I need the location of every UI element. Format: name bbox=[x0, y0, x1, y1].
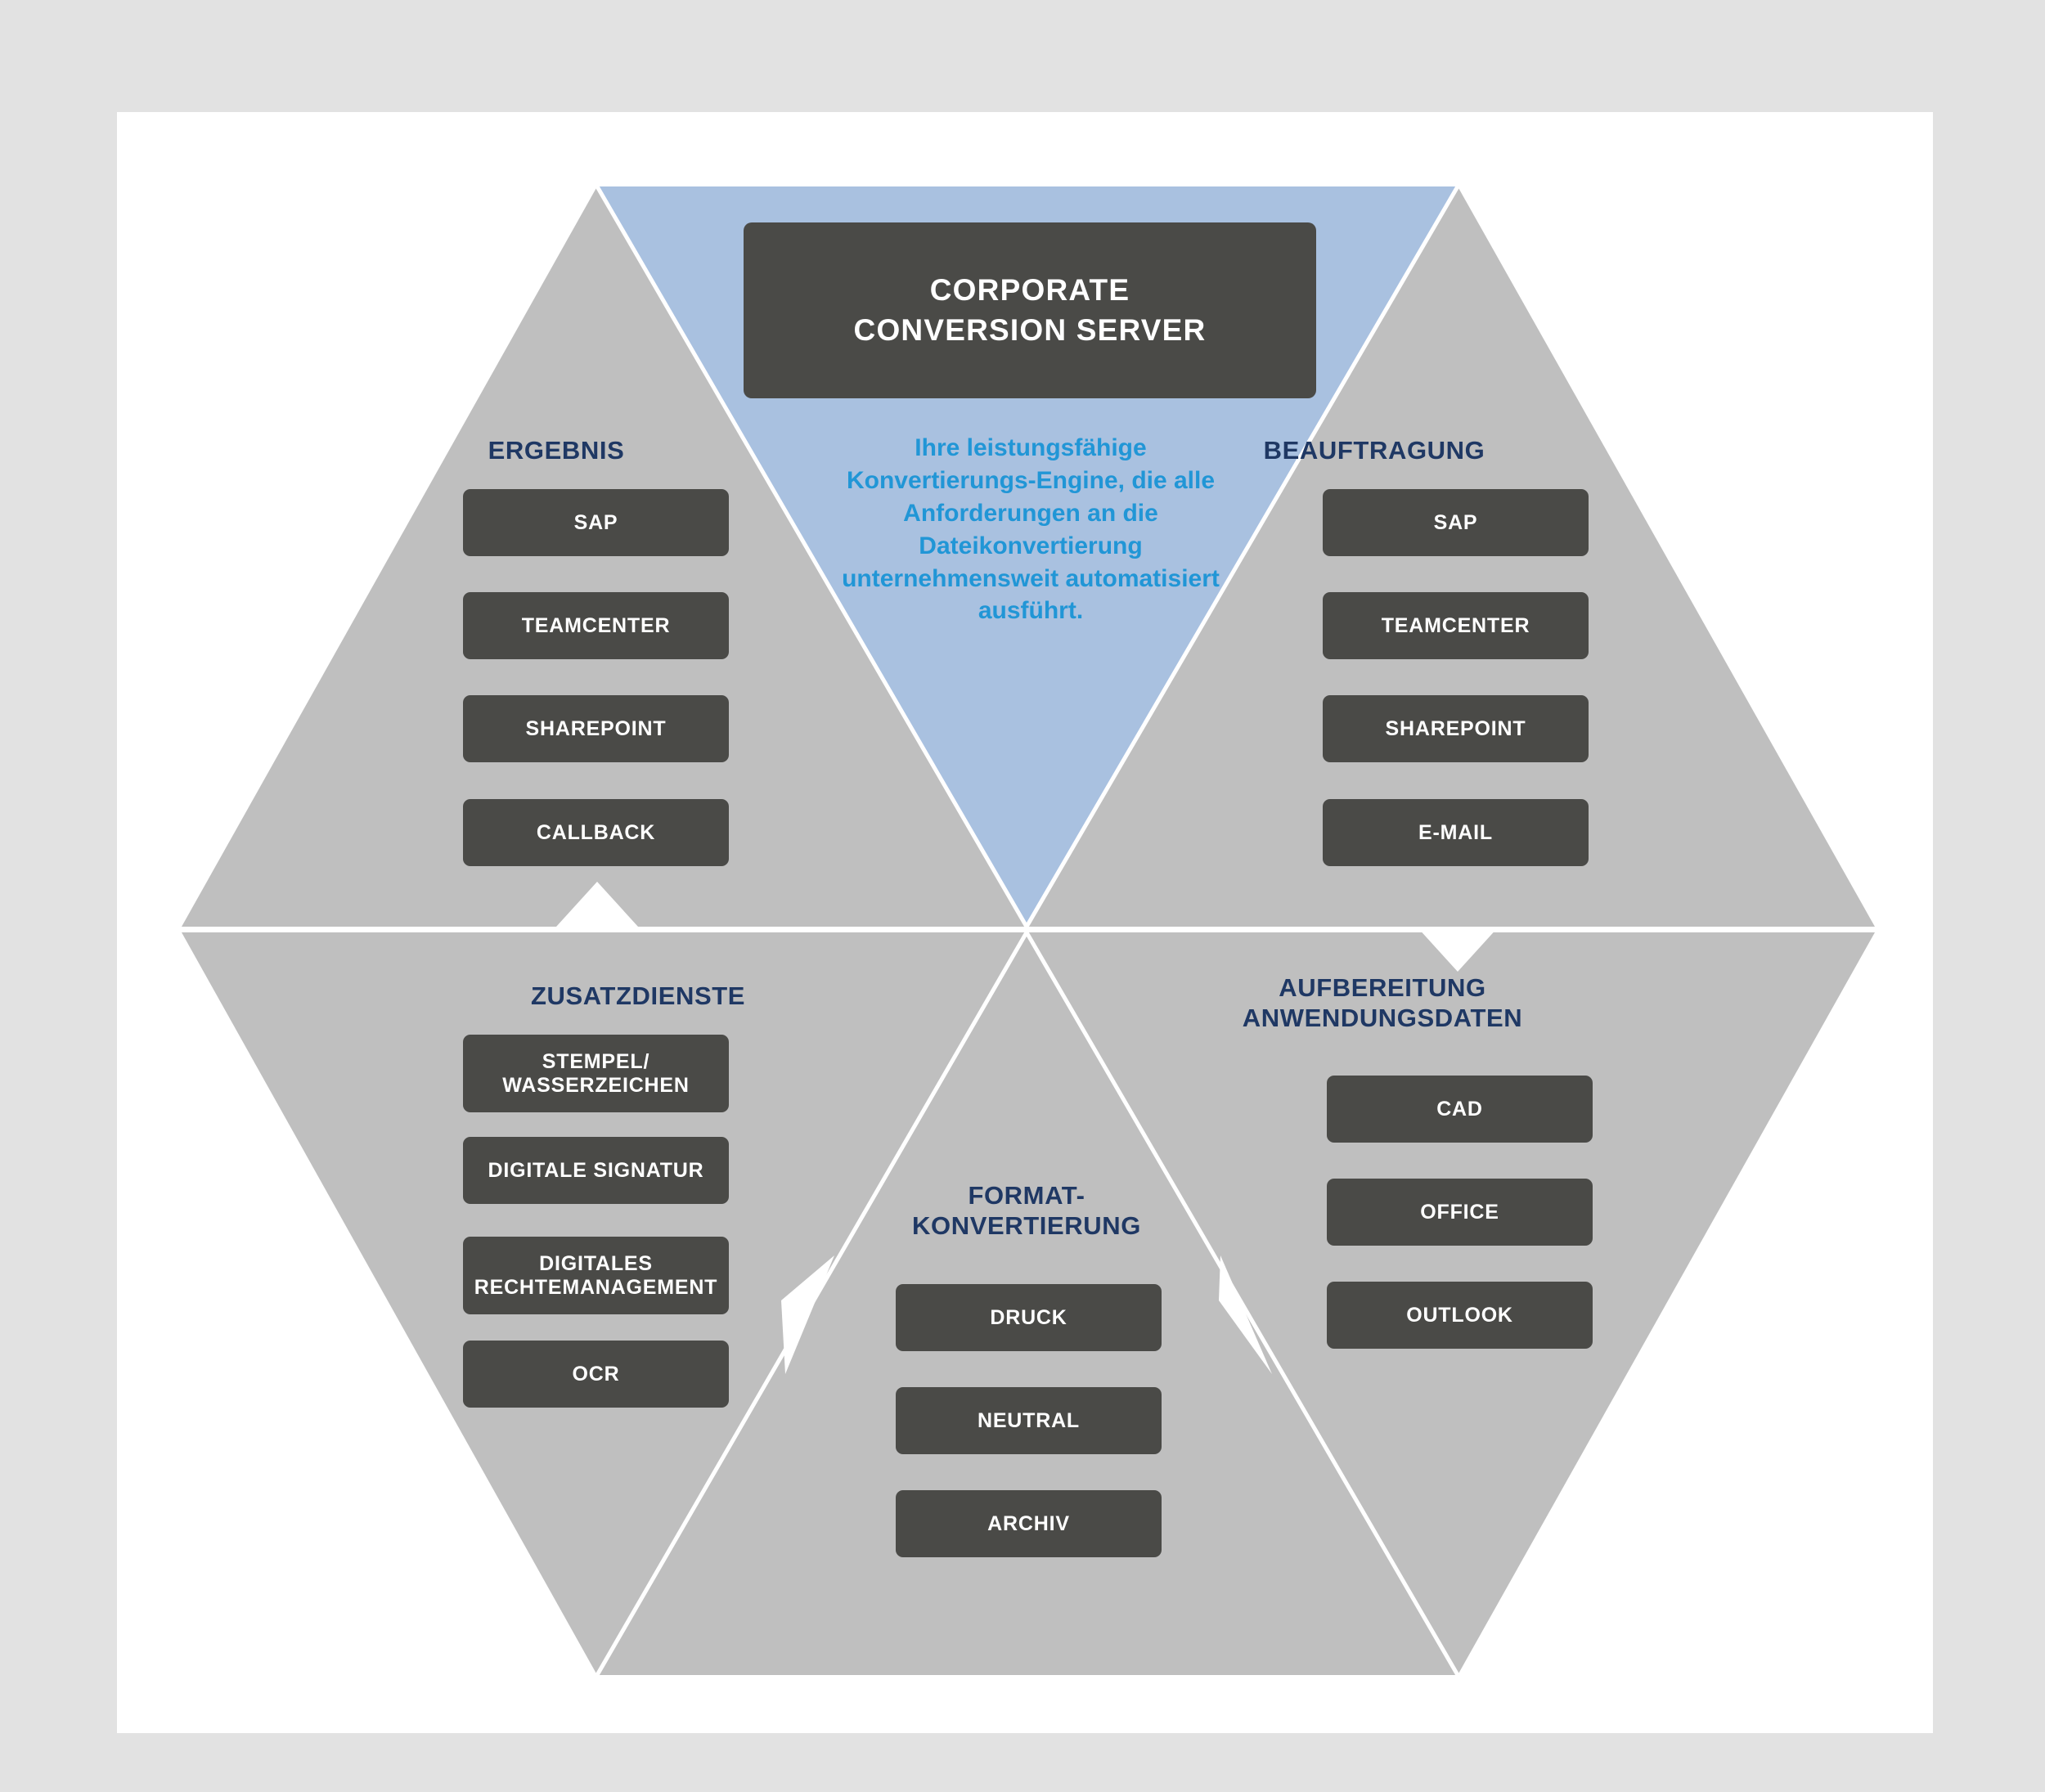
chip-ergebnis-callback[interactable]: CALLBACK bbox=[463, 799, 729, 866]
chip-format-neutral[interactable]: NEUTRAL bbox=[896, 1387, 1162, 1454]
chip-format-druck[interactable]: DRUCK bbox=[896, 1284, 1162, 1351]
sector-title-format-line1: FORMAT- bbox=[968, 1181, 1085, 1210]
chip-beauftragung-email[interactable]: E-MAIL bbox=[1323, 799, 1589, 866]
center-description: Ihre leistungsfähige Konvertierungs-Engine, die alle Anforderungen an die Dateikonvertierung unternehmensweit automatisiert ausführt. bbox=[842, 434, 1220, 625]
chip-zusatz-stempel-wasserzeichen[interactable]: STEMPEL/ WASSERZEICHEN bbox=[463, 1035, 729, 1112]
chip-beauftragung-teamcenter[interactable]: TEAMCENTER bbox=[1323, 592, 1589, 659]
center-title-line1: CORPORATE bbox=[929, 273, 1130, 308]
sector-title-ergebnis: ERGEBNIS bbox=[488, 436, 625, 465]
sector-title-format-line2: KONVERTIERUNG bbox=[912, 1210, 1141, 1240]
chip-zusatz-digitales-rechtemanagement[interactable]: DIGITALES RECHTEMANAGEMENT bbox=[463, 1237, 729, 1314]
center-title-panel bbox=[744, 222, 1316, 398]
chip-aufbereitung-outlook[interactable]: OUTLOOK bbox=[1327, 1282, 1593, 1349]
sector-title-zusatzdienste: ZUSATZDIENSTE bbox=[530, 981, 746, 1010]
sector-title-beauftragung: BEAUFTRAGUNG bbox=[1263, 436, 1485, 465]
sector-title-formatkonvertierung bbox=[834, 1181, 1219, 1241]
chip-ergebnis-sap[interactable]: SAP bbox=[463, 489, 729, 556]
chip-beauftragung-sharepoint[interactable]: SHAREPOINT bbox=[1323, 695, 1589, 762]
chip-aufbereitung-office[interactable]: OFFICE bbox=[1327, 1179, 1593, 1246]
chip-format-archiv[interactable]: ARCHIV bbox=[896, 1490, 1162, 1557]
chip-ergebnis-teamcenter[interactable]: TEAMCENTER bbox=[463, 592, 729, 659]
chip-zusatz-ocr[interactable]: OCR bbox=[463, 1341, 729, 1408]
chip-aufbereitung-cad[interactable]: CAD bbox=[1327, 1076, 1593, 1143]
chip-ergebnis-sharepoint[interactable]: SHAREPOINT bbox=[463, 695, 729, 762]
chip-zusatz-digitale-signatur[interactable]: DIGITALE SIGNATUR bbox=[463, 1137, 729, 1204]
sector-title-aufbereitung-line2: ANWENDUNGSDATEN bbox=[1242, 1003, 1523, 1032]
chip-beauftragung-sap[interactable]: SAP bbox=[1323, 489, 1589, 556]
sector-title-aufbereitung-line1: AUFBEREITUNG bbox=[1279, 973, 1486, 1002]
center-title-line2: CONVERSION SERVER bbox=[853, 312, 1207, 347]
sector-title-aufbereitung bbox=[1162, 973, 1603, 1033]
